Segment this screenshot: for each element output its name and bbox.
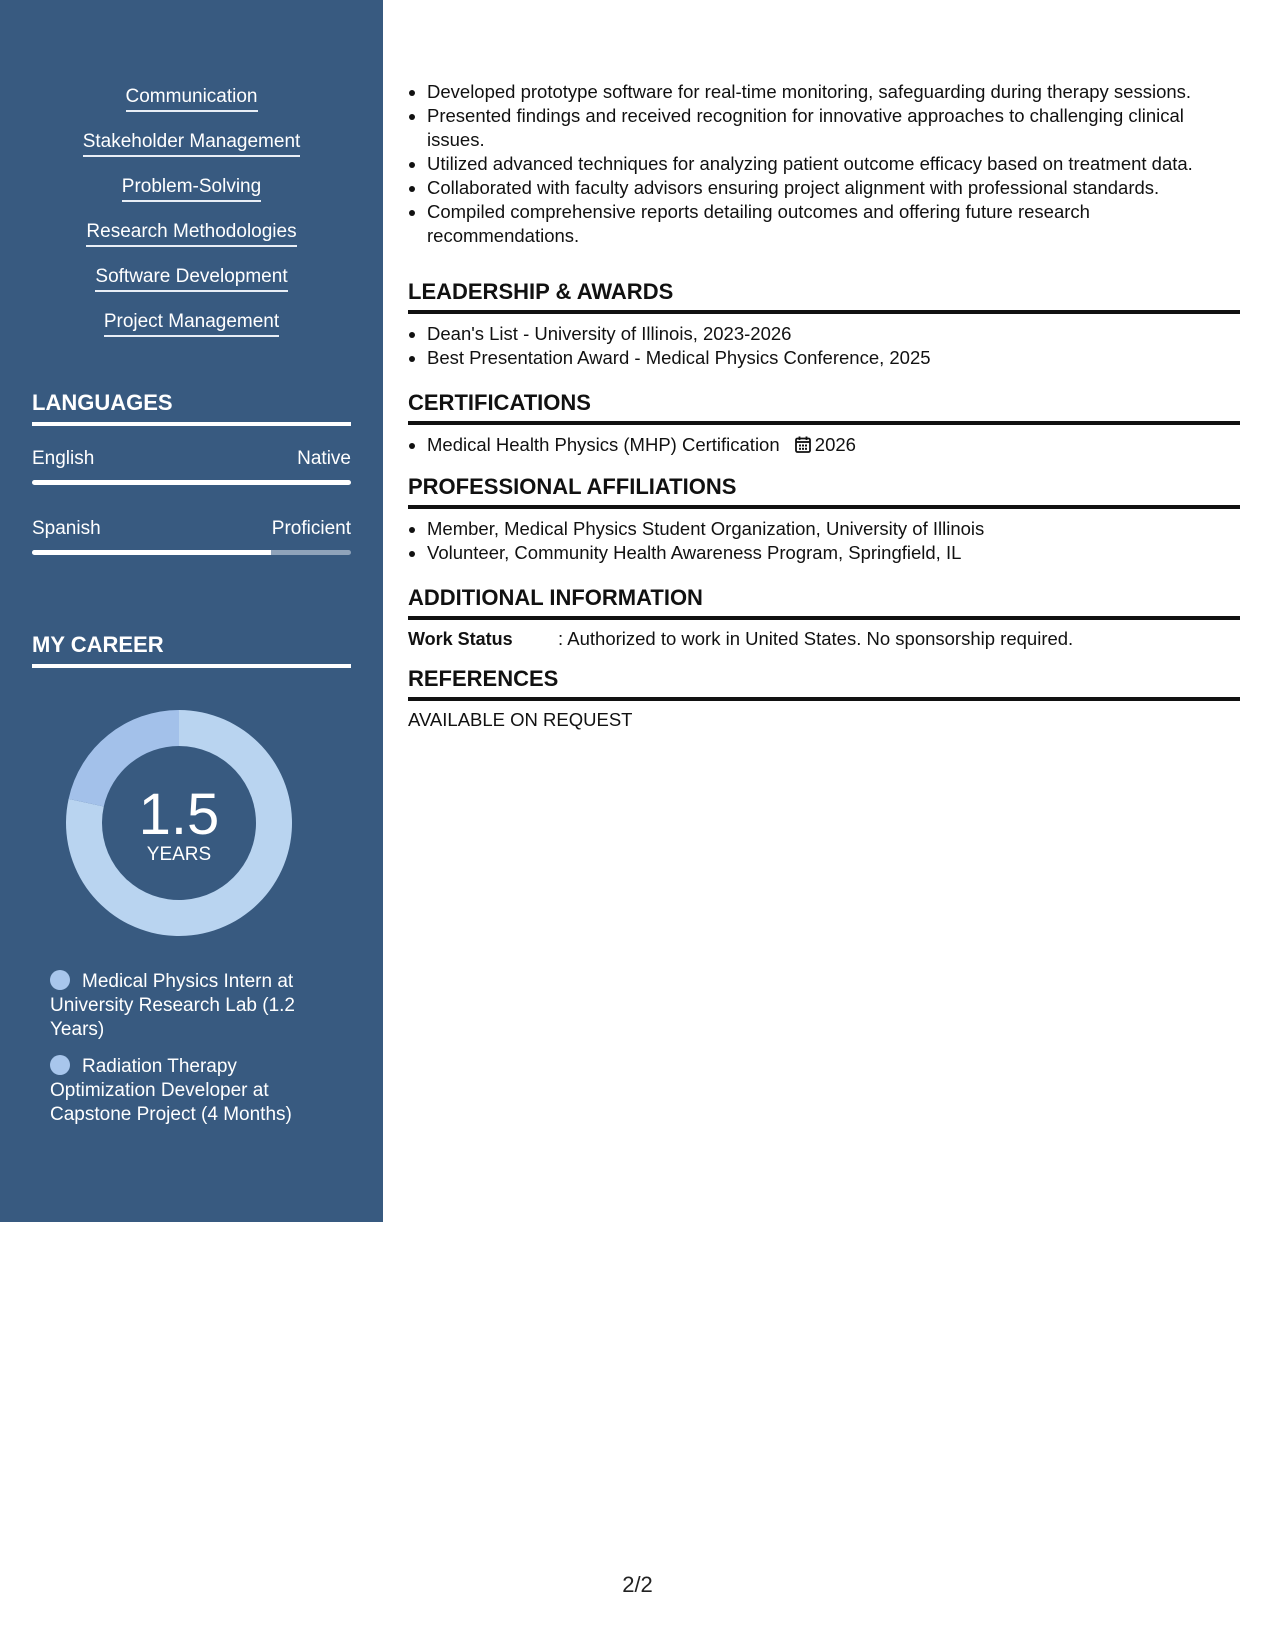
career-years-label: YEARS <box>146 844 212 865</box>
certifications-section <box>408 390 1240 457</box>
language-bar-fill <box>32 550 271 555</box>
list-item: • Dean's List - University of Illinois, 2023-2026 <box>427 322 1240 346</box>
career-heading: MY CAREER <box>32 632 351 668</box>
language-english <box>32 448 351 485</box>
list-item: • Medical Health Physics (MHP) Certification 2026 <box>427 433 1240 457</box>
section-heading: CERTIFICATIONS <box>408 390 1240 425</box>
language-bar-fill <box>32 480 351 485</box>
section-heading: ADDITIONAL INFORMATION <box>408 585 1240 620</box>
legend-dot-icon <box>50 1055 70 1075</box>
skills-list <box>0 86 383 356</box>
language-name: Spanish <box>32 518 101 539</box>
legend-dot-icon <box>50 970 70 990</box>
legend-item: Medical Physics Intern at University Research Lab (1.2 Years) <box>50 971 295 1040</box>
section-heading: LEADERSHIP & AWARDS <box>408 279 1240 314</box>
list-item: • Volunteer, Community Health Awareness Program, Springfield, IL <box>427 541 1240 565</box>
language-level: Native <box>297 448 351 469</box>
list-item: • Presented findings and received recognition for innovative approaches to challenging clinical issues. <box>427 104 1240 152</box>
language-level: Proficient <box>271 518 351 539</box>
calendar-icon <box>795 436 811 453</box>
skill-item: Stakeholder Management <box>0 131 383 176</box>
language-bar <box>32 480 351 485</box>
list-item: • Collaborated with faculty advisors ensuring project alignment with professional standards. <box>427 176 1240 200</box>
skill-item: Research Methodologies <box>0 221 383 266</box>
list-item: • Member, Medical Physics Student Organization, University of Illinois <box>427 517 1240 541</box>
section-heading: PROFESSIONAL AFFILIATIONS <box>408 474 1240 509</box>
career-legend <box>50 970 320 1140</box>
references-value: AVAILABLE ON REQUEST <box>408 709 633 730</box>
career-donut-chart <box>66 710 292 936</box>
page-number: 2/2 <box>622 1572 653 1597</box>
experience-bullets <box>408 80 1240 248</box>
references-section <box>408 666 1240 731</box>
additional-section <box>408 585 1240 650</box>
work-status-label: Work Status <box>408 629 513 649</box>
certification-year: 2026 <box>814 434 856 455</box>
work-status <box>408 628 1240 650</box>
section-heading: REFERENCES <box>408 666 1240 701</box>
skill-item: Project Management <box>0 311 383 356</box>
affiliations-section <box>408 474 1240 565</box>
leadership-section <box>408 279 1240 370</box>
skill-item: Software Development <box>0 266 383 311</box>
skill-item: Communication <box>0 86 383 131</box>
languages-heading: LANGUAGES <box>32 390 351 426</box>
language-bar <box>32 550 351 555</box>
list-item: • Developed prototype software for real-time monitoring, safeguarding during therapy sessions. <box>427 80 1240 104</box>
career-total-years: 1.5 <box>138 782 220 847</box>
language-spanish <box>32 518 351 555</box>
sidebar <box>0 0 383 1222</box>
list-item: • Best Presentation Award - Medical Physics Conference, 2025 <box>427 346 1240 370</box>
list-item: • Utilized advanced techniques for analyzing patient outcome efficacy based on treatment data. <box>427 152 1240 176</box>
legend-item: Radiation Therapy Optimization Developer at Capstone Project (4 Months) <box>50 1056 292 1125</box>
work-status-value: : Authorized to work in United States. No sponsorship required. <box>558 628 1074 649</box>
list-item: • Compiled comprehensive reports detailing outcomes and offering future research recommendations. <box>427 200 1240 248</box>
skill-item: Problem-Solving <box>0 176 383 221</box>
language-name: English <box>32 448 95 469</box>
